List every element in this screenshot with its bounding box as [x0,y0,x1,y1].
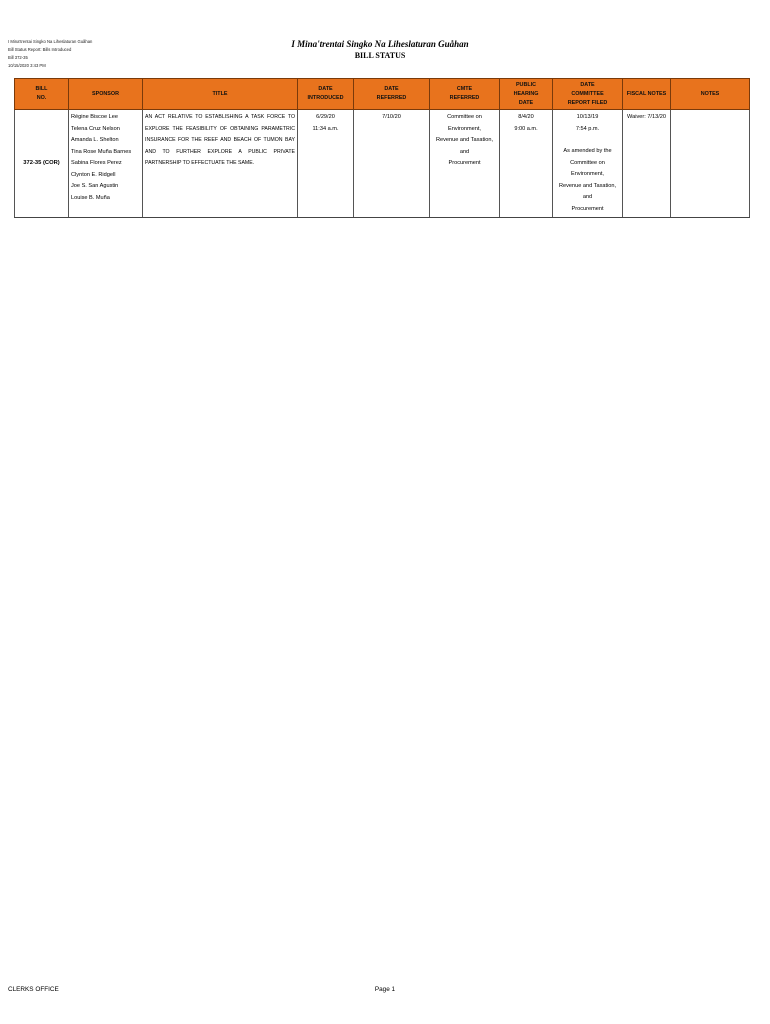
fiscal-notes: Waiver: 7/13/20 [623,110,671,218]
report-note-line: Committee on Environment, [570,159,605,177]
sponsor: Sabina Flores Perez [71,160,122,166]
meta-line-4: 10/15/2020 3:43 PM [8,63,46,68]
footer-office: CLERKS OFFICE [8,986,59,993]
bill-status-table [14,78,750,218]
table-row [15,110,750,218]
meta-line-3: Bill 372-35 [8,55,28,60]
sponsor: Joe S. San Agustin [71,183,119,189]
legislature-title: I Mina'trentai Singko Na Liheslaturan Guåhan [291,39,469,49]
sponsor-list [69,110,143,218]
cmte-line: Committee on Environment, [447,114,482,132]
table-header-row [15,79,750,110]
referred-cell [354,110,430,218]
sponsor: Telena Cruz Nelson [71,125,120,132]
bill-number: 372-35 (COR) [15,110,69,218]
col-title: TITLE [143,79,298,110]
report-note-line: Revenue and Taxation, and [558,182,617,200]
sponsor: Régine Biscoe Lee [71,114,118,120]
hearing-date: 8/4/20 [518,114,534,120]
cmte-line: Procurement [448,160,481,166]
sponsor: Amanda L. Shelton [71,137,119,143]
sponsor: Clynton E. Ridgell [71,171,116,178]
report-note-line: As amended by the [563,148,612,154]
col-notes: NOTES [671,79,750,110]
hearing-cell [500,110,553,218]
page-header [230,38,530,62]
notes [671,110,750,218]
col-report-filed: DATE COMMITTEE REPORT FILED [553,79,623,110]
report-time: 7:54 p.m. [575,125,600,132]
cmte-cell [430,110,500,218]
col-cmte-referred: CMTE REFERRED [430,79,500,110]
col-sponsor: SPONSOR [69,79,143,110]
time-introduced: 11:34 a.m. [312,125,339,132]
sponsor: Tina Rose Muña Barnes [71,148,132,155]
page-number: Page 1 [374,986,396,993]
col-date-introduced: DATE INTRODUCED [298,79,354,110]
cmte-line: Revenue and Taxation, and [435,137,494,155]
hearing-time: 9:00 a.m. [514,125,538,132]
col-bill-no: BILL NO. [15,79,69,110]
col-hearing-date: PUBLIC HEARING DATE [500,79,553,110]
report-cell [553,110,623,218]
sponsor: Louise B. Muña [71,194,110,201]
meta-line-2: Bill Status Report: Bills Introduced [8,47,72,52]
date-referred: 7/10/20 [382,114,401,120]
col-date-referred: DATE REFERRED [354,79,430,110]
report-note-line: Procurement [571,205,604,212]
introduced-cell [298,110,354,218]
report-meta [8,38,168,70]
date-introduced: 6/29/20 [316,114,335,120]
bill-title: AN ACT RELATIVE TO ESTABLISHING A TASK FORCE TO EXPLORE THE FEASIBILITY OF OBTAINING PARAMETRIC INSURANCE FOR THE REEF AND BEACH OF TUMON BAY AND TO FURTHER EXPLORE A PUBLIC PRIVATE PARTNERSHIP TO EFFECTUATE THE SAME. [143,110,298,218]
col-fiscal-notes: FISCAL NOTES [623,79,671,110]
report-title: BILL STATUS [354,51,406,60]
meta-line-1: I Mina'trentai Singko Na Liheslaturan Guåhan [8,39,93,44]
report-date: 10/13/19 [576,114,599,120]
